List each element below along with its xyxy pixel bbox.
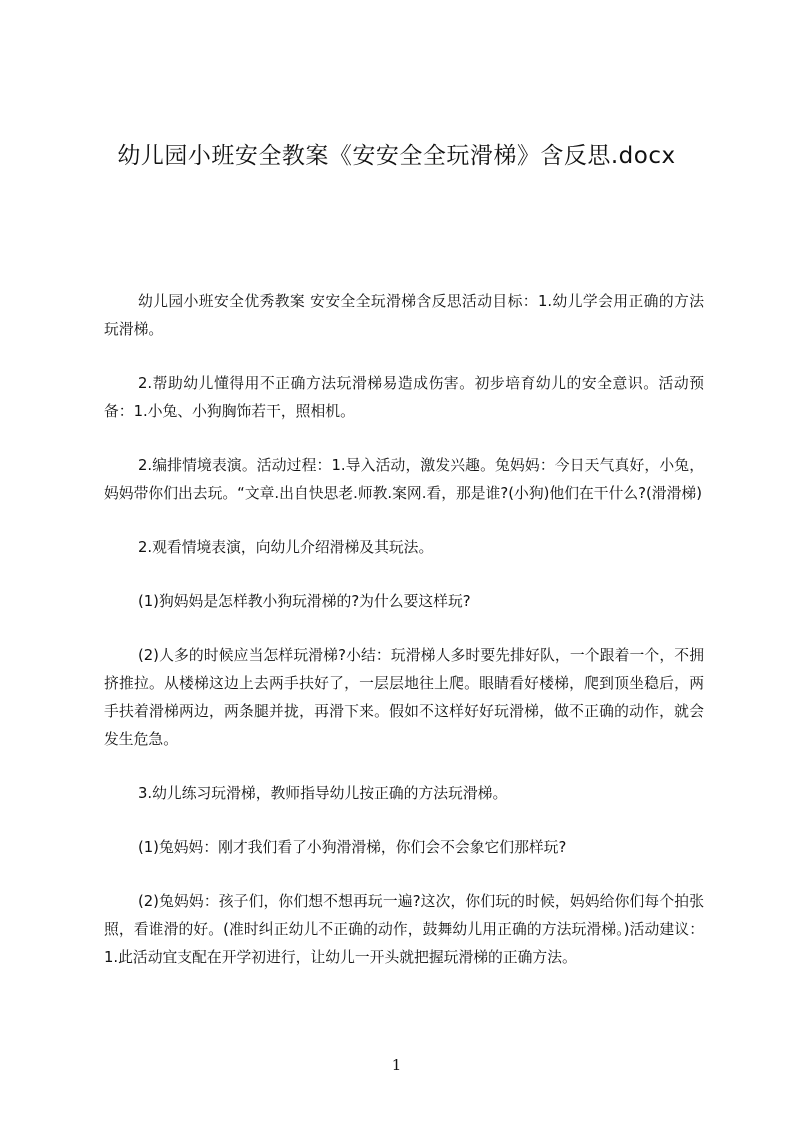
paragraph-6: (2)人多的时候应当怎样玩滑梯?小结：玩滑梯人多时要先排好队，一个跟着一个，不拥挤推拉。从楼梯这边上去两手扶好了，一层层地往上爬。眼睛看好楼梯，爬到顶坐稳后，两手扶着滑梯两边，两条腿并拢，再滑下来。假如不这样好好玩滑梯，做不正确的动作，就会发生危急。: [104, 647, 704, 748]
paragraph-1: 幼儿园小班安全优秀教案 安安全全玩滑梯含反思活动目标：1.幼儿学会用正确的方法玩滑梯。: [104, 293, 704, 338]
paragraph-2: 2.帮助幼儿懂得用不正确方法玩滑梯易造成伤害。初步培育幼儿的安全意识。活动预备：1.小兔、小狗胸饰若干，照相机。: [104, 375, 704, 420]
paragraph-5: (1)狗妈妈是怎样教小狗玩滑梯的?为什么要这样玩?: [138, 593, 471, 610]
paragraph-4: 2.观看情境表演，向幼儿介绍滑梯及其玩法。: [138, 539, 434, 556]
paragraph-8: (1)兔妈妈：刚才我们看了小狗滑滑梯，你们会不会象它们那样玩?: [138, 839, 567, 856]
document-body: [104, 288, 704, 998]
page-number: 1: [391, 1056, 402, 1074]
paragraph-9: (2)兔妈妈：孩子们，你们想不想再玩一遍?这次，你们玩的时候，妈妈给你们每个拍张照，看谁滑的好。(准时纠正幼儿不正确的动作，鼓舞幼儿用正确的方法玩滑梯。)活动建议：1.此活动宜支配在开学初进行，让幼儿一开头就把握玩滑梯的正确方法。: [104, 893, 704, 966]
paragraph-3: 2.编排情境表演。活动过程：1.导入活动，激发兴趣。兔妈妈：今日天气真好，小兔，妈妈带你们出去玩。“文章.出自快思老.师教.案网.看，那是谁?(小狗)他们在干什么?(滑滑梯): [104, 457, 704, 502]
paragraph-7: 3.幼儿练习玩滑梯，教师指导幼儿按正确的方法玩滑梯。: [138, 785, 508, 802]
document-title: 幼儿园小班安全教案《安安全全玩滑梯》含反思.docx: [117, 143, 676, 169]
